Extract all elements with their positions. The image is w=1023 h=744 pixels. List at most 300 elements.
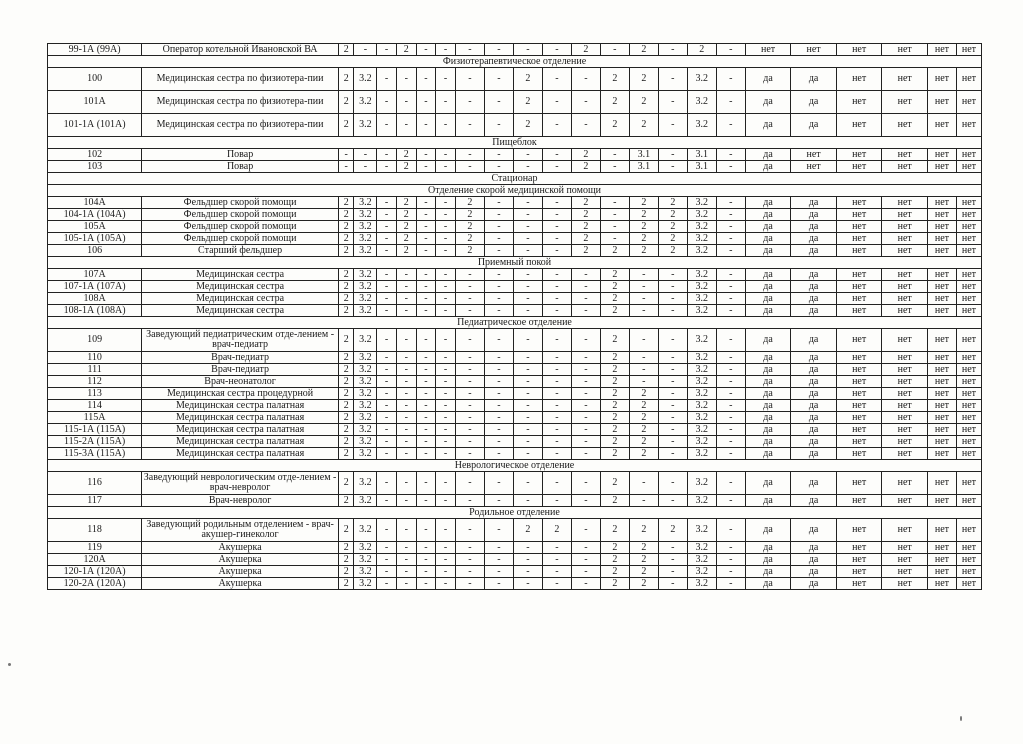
table-cell: 2 xyxy=(571,209,600,221)
table-cell: нет xyxy=(927,293,956,305)
table-cell: 2 xyxy=(629,424,658,436)
table-cell: - xyxy=(436,245,456,257)
table-cell: 3.2 xyxy=(354,197,377,209)
table-cell: - xyxy=(542,578,571,590)
table-cell: - xyxy=(571,519,600,542)
table-cell: нет xyxy=(882,209,928,221)
table-cell: 2 xyxy=(338,245,354,257)
table-cell: - xyxy=(716,412,745,424)
table-cell: - xyxy=(716,91,745,114)
table-cell: - xyxy=(377,542,397,554)
table-cell: - xyxy=(658,554,687,566)
table-cell: - xyxy=(455,448,484,460)
table-cell: - xyxy=(658,329,687,352)
table-cell: нет xyxy=(836,472,882,495)
position-name: Медицинская сестра палатная xyxy=(142,400,339,412)
table-cell: 3.2 xyxy=(687,542,716,554)
table-cell: 2 xyxy=(571,161,600,173)
table-cell: - xyxy=(716,388,745,400)
table-cell: - xyxy=(484,412,513,424)
table-cell: - xyxy=(436,209,456,221)
table-cell: - xyxy=(571,114,600,137)
position-name: Медицинская сестра по физиотера-пии xyxy=(142,68,339,91)
table-cell: 2 xyxy=(571,233,600,245)
table-cell: - xyxy=(416,376,436,388)
table-cell: - xyxy=(571,293,600,305)
table-cell: 3.2 xyxy=(354,436,377,448)
table-cell: нет xyxy=(836,554,882,566)
table-cell: - xyxy=(377,519,397,542)
table-cell: - xyxy=(436,424,456,436)
table-cell: 3.2 xyxy=(687,400,716,412)
table-cell: 3.2 xyxy=(354,305,377,317)
position-name: Повар xyxy=(142,149,339,161)
table-cell: - xyxy=(377,114,397,137)
table-cell: - xyxy=(658,424,687,436)
table-cell: - xyxy=(513,472,542,495)
table-cell: 2 xyxy=(396,197,416,209)
table-cell: - xyxy=(396,424,416,436)
position-name: Медицинская сестра xyxy=(142,269,339,281)
table-cell: - xyxy=(396,400,416,412)
table-cell: - xyxy=(513,578,542,590)
workplace-code: 110 xyxy=(48,352,142,364)
table-cell: нет xyxy=(927,578,956,590)
workplace-code: 115-1А (115А) xyxy=(48,424,142,436)
table-cell: - xyxy=(513,305,542,317)
table-cell: - xyxy=(513,352,542,364)
table-cell: - xyxy=(377,495,397,507)
table-cell: - xyxy=(416,68,436,91)
table-cell: - xyxy=(513,149,542,161)
table-cell: - xyxy=(716,329,745,352)
table-cell: 3.2 xyxy=(354,68,377,91)
table-cell: - xyxy=(658,448,687,460)
workplace-code: 113 xyxy=(48,388,142,400)
table-cell: - xyxy=(436,448,456,460)
table-cell: - xyxy=(416,578,436,590)
position-name: Медицинская сестра xyxy=(142,305,339,317)
table-cell: да xyxy=(791,269,837,281)
table-cell: 2 xyxy=(600,554,629,566)
table-cell: - xyxy=(377,554,397,566)
table-cell: 3.2 xyxy=(687,424,716,436)
workplace-code: 120-2А (120А) xyxy=(48,578,142,590)
table-cell: - xyxy=(600,221,629,233)
workplace-code: 101-1А (101А) xyxy=(48,114,142,137)
table-cell: - xyxy=(436,566,456,578)
table-cell: нет xyxy=(836,566,882,578)
table-cell: - xyxy=(542,388,571,400)
table-cell: да xyxy=(745,329,791,352)
table-cell: да xyxy=(745,305,791,317)
table-cell: да xyxy=(745,149,791,161)
table-cell: - xyxy=(416,91,436,114)
table-cell: нет xyxy=(882,233,928,245)
table-cell: - xyxy=(377,149,397,161)
table-cell: - xyxy=(416,329,436,352)
table-cell: нет xyxy=(956,221,981,233)
table-cell: 2 xyxy=(338,209,354,221)
table-cell: - xyxy=(416,114,436,137)
table-cell: - xyxy=(716,161,745,173)
position-name: Акушерка xyxy=(142,554,339,566)
table-cell: 3.2 xyxy=(687,114,716,137)
table-cell: - xyxy=(513,495,542,507)
table-cell: 2 xyxy=(338,329,354,352)
table-cell: 2 xyxy=(338,305,354,317)
scan-speck xyxy=(960,716,962,721)
table-cell: 2 xyxy=(513,68,542,91)
table-cell: 2 xyxy=(338,91,354,114)
table-cell: да xyxy=(791,436,837,448)
table-cell: 2 xyxy=(338,472,354,495)
table-cell: 2 xyxy=(338,68,354,91)
table-cell: да xyxy=(745,352,791,364)
table-cell: 3.2 xyxy=(354,293,377,305)
table-cell: - xyxy=(513,400,542,412)
table-cell: 2 xyxy=(629,412,658,424)
table-cell: 3.2 xyxy=(687,352,716,364)
workplace-code: 104А xyxy=(48,197,142,209)
table-row xyxy=(48,68,982,91)
workplace-code: 118 xyxy=(48,519,142,542)
table-cell: нет xyxy=(882,400,928,412)
table-row xyxy=(48,436,982,448)
table-row xyxy=(48,554,982,566)
table-cell: 3.2 xyxy=(687,364,716,376)
table-cell: - xyxy=(396,388,416,400)
table-cell: - xyxy=(571,281,600,293)
table-cell: - xyxy=(513,412,542,424)
table-cell: да xyxy=(745,197,791,209)
table-cell: - xyxy=(484,68,513,91)
table-cell: - xyxy=(416,293,436,305)
position-name: Врач-педиатр xyxy=(142,364,339,376)
table-row xyxy=(48,197,982,209)
table-cell: да xyxy=(745,376,791,388)
table-cell: 2 xyxy=(658,197,687,209)
table-cell: - xyxy=(542,305,571,317)
table-cell: нет xyxy=(791,149,837,161)
table-cell: - xyxy=(542,293,571,305)
table-cell: 3.1 xyxy=(629,161,658,173)
table-cell: 2 xyxy=(629,221,658,233)
table-cell: нет xyxy=(927,197,956,209)
table-cell: - xyxy=(542,472,571,495)
table-cell: - xyxy=(716,221,745,233)
table-cell: - xyxy=(716,293,745,305)
table-cell: - xyxy=(377,424,397,436)
table-cell: нет xyxy=(836,149,882,161)
table-row xyxy=(48,448,982,460)
table-cell: - xyxy=(484,269,513,281)
table-cell: да xyxy=(745,436,791,448)
table-cell: - xyxy=(542,542,571,554)
table-cell: - xyxy=(484,566,513,578)
table-cell: - xyxy=(571,554,600,566)
table-cell: 2 xyxy=(629,68,658,91)
table-cell: - xyxy=(416,566,436,578)
table-cell: - xyxy=(377,448,397,460)
table-cell: нет xyxy=(956,197,981,209)
table-cell: - xyxy=(484,388,513,400)
table-cell: нет xyxy=(927,91,956,114)
table-cell: - xyxy=(658,293,687,305)
table-cell: - xyxy=(542,245,571,257)
table-cell: - xyxy=(484,472,513,495)
position-name: Акушерка xyxy=(142,566,339,578)
table-cell: - xyxy=(436,44,456,56)
table-cell: 3.2 xyxy=(354,91,377,114)
table-cell: 2 xyxy=(600,436,629,448)
table-cell: 2 xyxy=(338,44,354,56)
table-cell: - xyxy=(377,281,397,293)
table-cell: да xyxy=(745,400,791,412)
table-cell: 2 xyxy=(338,578,354,590)
table-cell: 2 xyxy=(338,448,354,460)
table-cell: 2 xyxy=(600,245,629,257)
table-cell: - xyxy=(436,68,456,91)
table-cell: - xyxy=(629,352,658,364)
table-cell: - xyxy=(571,412,600,424)
table-cell: - xyxy=(377,388,397,400)
working-conditions-table xyxy=(47,43,982,590)
table-cell: 2 xyxy=(629,554,658,566)
table-cell: нет xyxy=(956,388,981,400)
section-title: Стационар xyxy=(48,173,982,185)
table-cell: нет xyxy=(836,542,882,554)
table-cell: нет xyxy=(882,436,928,448)
table-cell: 3.2 xyxy=(687,305,716,317)
table-cell: 3.2 xyxy=(354,209,377,221)
table-cell: нет xyxy=(956,400,981,412)
table-cell: - xyxy=(716,269,745,281)
table-cell: - xyxy=(396,448,416,460)
table-cell: - xyxy=(629,495,658,507)
workplace-code: 100 xyxy=(48,68,142,91)
table-cell: 3.2 xyxy=(687,376,716,388)
position-name: Медицинская сестра xyxy=(142,281,339,293)
table-cell: - xyxy=(716,364,745,376)
table-cell: - xyxy=(716,578,745,590)
table-cell: - xyxy=(542,364,571,376)
table-cell: - xyxy=(416,472,436,495)
table-cell: - xyxy=(377,221,397,233)
table-cell: - xyxy=(354,149,377,161)
table-cell: - xyxy=(542,448,571,460)
table-cell: нет xyxy=(836,44,882,56)
table-cell: 2 xyxy=(600,293,629,305)
table-cell: да xyxy=(745,566,791,578)
table-cell: 2 xyxy=(600,472,629,495)
table-cell: - xyxy=(658,149,687,161)
workplace-code: 112 xyxy=(48,376,142,388)
section-header-row xyxy=(48,173,982,185)
table-row xyxy=(48,495,982,507)
table-cell: - xyxy=(571,424,600,436)
table-cell: нет xyxy=(927,566,956,578)
table-cell: - xyxy=(436,305,456,317)
table-cell: - xyxy=(436,388,456,400)
table-cell: нет xyxy=(836,519,882,542)
table-row xyxy=(48,400,982,412)
table-cell: 3.2 xyxy=(687,293,716,305)
table-cell: - xyxy=(416,197,436,209)
table-cell: - xyxy=(396,472,416,495)
table-cell: да xyxy=(791,400,837,412)
table-cell: - xyxy=(513,376,542,388)
table-cell: 2 xyxy=(455,233,484,245)
table-cell: 2 xyxy=(600,424,629,436)
table-cell: - xyxy=(658,91,687,114)
table-cell: нет xyxy=(882,281,928,293)
table-cell: 2 xyxy=(629,519,658,542)
position-name: Медицинская сестра xyxy=(142,293,339,305)
workplace-code: 119 xyxy=(48,542,142,554)
table-cell: 2 xyxy=(600,364,629,376)
table-row xyxy=(48,305,982,317)
table-row xyxy=(48,472,982,495)
table-cell: - xyxy=(571,91,600,114)
table-cell: нет xyxy=(836,91,882,114)
table-cell: 3.2 xyxy=(687,197,716,209)
table-cell: нет xyxy=(927,436,956,448)
table-cell: - xyxy=(377,245,397,257)
table-cell: - xyxy=(716,472,745,495)
workplace-code: 114 xyxy=(48,400,142,412)
table-cell: да xyxy=(745,519,791,542)
table-cell: - xyxy=(542,495,571,507)
table-cell: нет xyxy=(836,281,882,293)
table-cell: 3.2 xyxy=(687,269,716,281)
table-cell: нет xyxy=(882,376,928,388)
table-cell: - xyxy=(484,44,513,56)
table-cell: нет xyxy=(956,472,981,495)
table-cell: нет xyxy=(836,245,882,257)
table-cell: - xyxy=(484,114,513,137)
workplace-code: 115-3А (115А) xyxy=(48,448,142,460)
table-cell: 2 xyxy=(629,91,658,114)
table-cell: - xyxy=(600,161,629,173)
table-cell: нет xyxy=(882,221,928,233)
table-cell: - xyxy=(484,376,513,388)
table-cell: 2 xyxy=(600,269,629,281)
table-cell: - xyxy=(396,364,416,376)
table-cell: 3.2 xyxy=(354,566,377,578)
table-cell: нет xyxy=(956,376,981,388)
table-cell: - xyxy=(542,400,571,412)
workplace-code: 120А xyxy=(48,554,142,566)
table-cell: 3.2 xyxy=(354,329,377,352)
table-cell: нет xyxy=(882,412,928,424)
table-cell: - xyxy=(658,400,687,412)
table-cell: да xyxy=(791,542,837,554)
table-cell: нет xyxy=(927,305,956,317)
table-cell: - xyxy=(436,293,456,305)
table-cell: 2 xyxy=(396,221,416,233)
table-cell: да xyxy=(791,114,837,137)
table-cell: - xyxy=(629,281,658,293)
table-cell: 2 xyxy=(629,114,658,137)
table-row xyxy=(48,269,982,281)
table-cell: нет xyxy=(882,578,928,590)
table-cell: - xyxy=(513,542,542,554)
table-cell: нет xyxy=(836,209,882,221)
table-cell: - xyxy=(513,197,542,209)
table-cell: да xyxy=(745,91,791,114)
table-cell: 3.2 xyxy=(354,472,377,495)
table-cell: - xyxy=(396,578,416,590)
table-cell: - xyxy=(658,388,687,400)
table-cell: нет xyxy=(882,566,928,578)
table-cell: 2 xyxy=(600,281,629,293)
table-cell: - xyxy=(571,68,600,91)
table-cell: нет xyxy=(836,364,882,376)
table-cell: да xyxy=(745,293,791,305)
table-cell: да xyxy=(745,68,791,91)
table-cell: 3.2 xyxy=(687,233,716,245)
table-cell: - xyxy=(571,269,600,281)
table-cell: 2 xyxy=(338,364,354,376)
table-cell: 2 xyxy=(338,554,354,566)
table-cell: 3.2 xyxy=(354,495,377,507)
table-cell: 3.2 xyxy=(687,519,716,542)
section-title: Родильное отделение xyxy=(48,507,982,519)
table-cell: да xyxy=(745,448,791,460)
table-cell: - xyxy=(716,197,745,209)
workplace-code: 116 xyxy=(48,472,142,495)
table-cell: 2 xyxy=(455,209,484,221)
table-cell: - xyxy=(484,233,513,245)
table-cell: да xyxy=(791,424,837,436)
table-cell: да xyxy=(745,209,791,221)
table-cell: - xyxy=(716,281,745,293)
table-cell: - xyxy=(455,578,484,590)
workplace-code: 111 xyxy=(48,364,142,376)
table-cell: - xyxy=(484,161,513,173)
table-cell: - xyxy=(484,329,513,352)
table-cell: - xyxy=(377,352,397,364)
table-cell: - xyxy=(716,448,745,460)
table-cell: - xyxy=(396,305,416,317)
table-cell: - xyxy=(716,424,745,436)
table-cell: нет xyxy=(882,388,928,400)
table-cell: 2 xyxy=(600,352,629,364)
table-cell: 3.2 xyxy=(687,388,716,400)
table-cell: 2 xyxy=(338,233,354,245)
table-cell: - xyxy=(416,352,436,364)
table-cell: нет xyxy=(882,472,928,495)
table-cell: 2 xyxy=(338,424,354,436)
table-cell: - xyxy=(377,376,397,388)
table-cell: 3.2 xyxy=(687,221,716,233)
position-name: Медицинская сестра палатная xyxy=(142,412,339,424)
section-title: Физиотерапевтическое отделение xyxy=(48,56,982,68)
table-cell: - xyxy=(436,472,456,495)
table-cell: нет xyxy=(927,281,956,293)
table-cell: нет xyxy=(956,519,981,542)
table-cell: да xyxy=(791,554,837,566)
workplace-code: 109 xyxy=(48,329,142,352)
position-name: Повар xyxy=(142,161,339,173)
table-cell: нет xyxy=(927,352,956,364)
table-cell: 2 xyxy=(629,233,658,245)
table-cell: 3.2 xyxy=(354,281,377,293)
table-cell: 2 xyxy=(658,519,687,542)
table-cell: - xyxy=(542,269,571,281)
table-cell: - xyxy=(716,495,745,507)
